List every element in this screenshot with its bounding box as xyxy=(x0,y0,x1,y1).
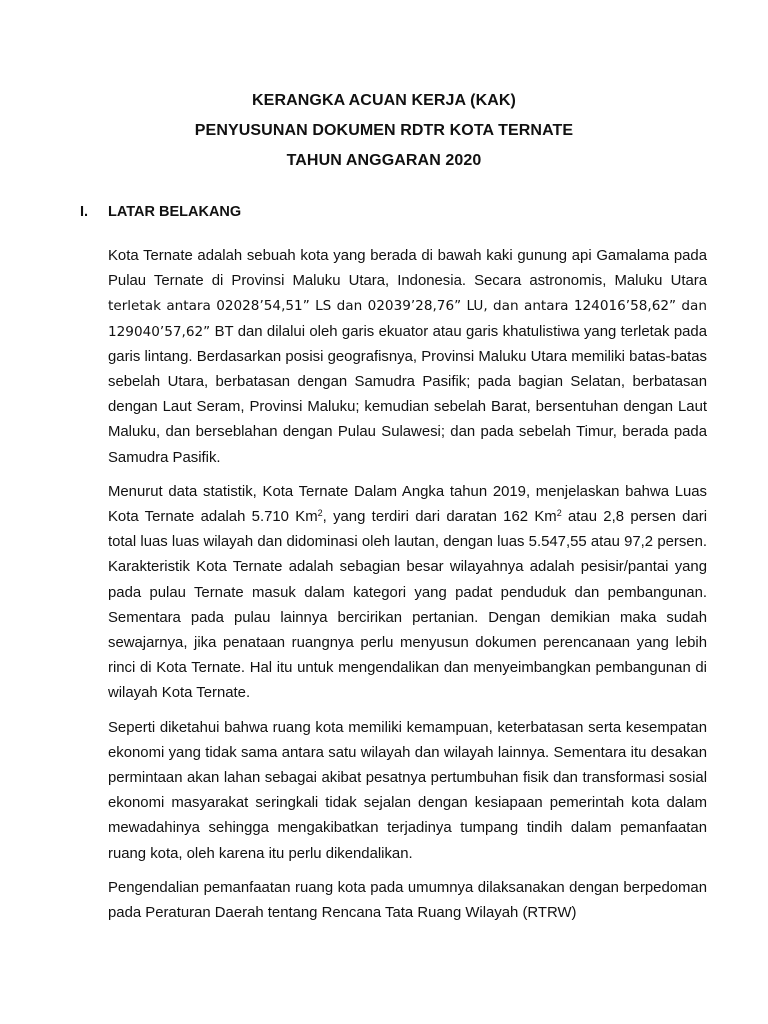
title-line-3: TAHUN ANGGARAN 2020 xyxy=(286,152,482,169)
paragraph-2-text-c: atau 2,8 persen dari total luas luas wilayah dan didominasi oleh lautan, dengan luas 5.547,55 atau 97,2 persen. Karakteristik Kota Ternate adalah sebagian besar wilayahnya adalah pesisir/pantai yang pada pulau Ternate masuk dalam kategori yang padat penduduk dan pembangunan. Sementara pada pulau lainnya bercirikan pertanian. Dengan demikian maka sudah sewajarnya, jika penataan ruangnya perlu menyusun dokumen perencanaan yang lebih rinci di Kota Ternate. Hal itu untuk mengendalikan dan menyeimbangkan pembangunan di wilayah Kota Ternate. xyxy=(108,509,707,702)
paragraph-1 xyxy=(108,244,707,471)
paragraph-2 xyxy=(108,480,707,707)
paragraph-2-text-b: , yang terdiri dari daratan 162 Km xyxy=(322,509,557,526)
document-title xyxy=(0,86,768,176)
title-line-1: KERANGKA ACUAN KERJA (KAK) xyxy=(252,92,516,109)
coordinates-text: terletak antara 02028’54,51” LS dan 02039’28,76” LU, dan antara 124016’58,62” dan 129040’57,62” xyxy=(108,298,707,340)
document-body xyxy=(108,244,707,935)
section-heading xyxy=(80,204,241,220)
title-line-2: PENYUSUNAN DOKUMEN RDTR KOTA TERNATE xyxy=(194,122,574,139)
section-number: I. xyxy=(80,204,89,220)
paragraph-1-text-c: BT dan dilalui oleh garis ekuator atau garis khatulistiwa yang terletak pada garis lintang. Berdasarkan posisi geografisnya, Provinsi Maluku Utara memiliki batas-batas sebelah Utara, berbatasan dengan Samudra Pasifik; pada bagian Selatan, berbatasan dengan Laut Seram, Provinsi Maluku; kemudian sebelah Barat, bersentuhan dengan Laut Maluku, dan berseblahan dengan Pulau Sulawesi; dan pada sebelah Timur, berada pada Samudra Pasifik. xyxy=(108,323,707,466)
section-title: LATAR BELAKANG xyxy=(108,204,242,220)
paragraph-4: Pengendalian pemanfaatan ruang kota pada umumnya dilaksanakan dengan berpedoman pada Peraturan Daerah tentang Rencana Tata Ruang Wilayah (RTRW) xyxy=(108,879,707,922)
paragraph-3: Seperti diketahui bahwa ruang kota memiliki kemampuan, keterbatasan serta kesempatan ekonomi yang tidak sama antara satu wilayah dan wilayah lainnya. Sementara itu desakan permintaan akan lahan sebagai akibat pesatnya pertumbuhan fisik dan transformasi sosial ekonomi masyarakat seringkali tidak sejalan dengan kesiapaan pemerintah kota dalam mewadahinya sehingga mengakibatkan terjadinya tumpang tindih dalam pemanfaatan ruang kota, oleh karena itu perlu dikendalikan. xyxy=(108,719,707,862)
superscript-km2-land: 2 xyxy=(556,508,562,519)
superscript-km2-total: 2 xyxy=(317,508,323,519)
paragraph-1-text-a: Kota Ternate adalah sebuah kota yang berada di bawah kaki gunung api Gamalama pada Pulau Ternate di Provinsi Maluku Utara, Indonesia. Secara astronomis, Maluku Utara xyxy=(108,248,707,290)
paragraph-2-text-a: Menurut data statistik, Kota Ternate Dalam Angka tahun 2019, menjelaskan bahwa Luas Kota Ternate adalah 5.710 Km xyxy=(108,483,707,526)
